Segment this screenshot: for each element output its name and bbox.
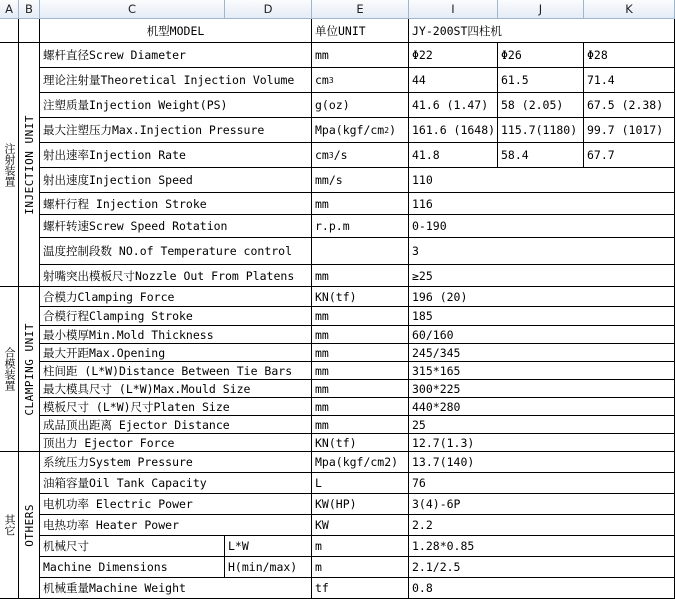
injection-row-value-j[interactable]: 61.5 xyxy=(498,68,584,93)
clamping-row-label[interactable]: 模板尺寸 (L*W)尺寸Platen Size xyxy=(40,398,312,416)
clamping-row-unit[interactable]: mm xyxy=(312,344,409,362)
clamping-row-value[interactable]: 300*225 xyxy=(409,380,675,398)
others-section-zh-label: 其它 xyxy=(0,452,19,599)
clamping-row-value[interactable]: 60/160 xyxy=(409,326,675,344)
clamping-row-unit[interactable]: mm xyxy=(312,416,409,434)
injection-row-label[interactable]: 螺杆直径Screw Diameter xyxy=(40,43,312,68)
injection-row-value-i[interactable]: 161.6 (1648) xyxy=(409,118,498,143)
injection-row-value-k[interactable]: 99.7 (1017) xyxy=(584,118,675,143)
others-row-label[interactable]: 系统压力System Pressure xyxy=(40,452,312,473)
others-row-unit[interactable]: Mpa(kgf/cm2) xyxy=(312,452,409,473)
corner-cell-b[interactable] xyxy=(19,19,40,43)
injection-row-unit[interactable]: g(oz) xyxy=(312,93,409,118)
clamping-row-label[interactable]: 最大模具尺寸 (L*W)Max.Mould Size xyxy=(40,380,312,398)
others-row-value[interactable]: 1.28*0.85 xyxy=(409,536,675,557)
injection-row-label[interactable]: 最大注塑压力Max.Injection Pressure xyxy=(40,118,312,143)
injection-row-value-i[interactable]: 41.8 xyxy=(409,143,498,168)
machine-name-cell[interactable]: JY-200ST四柱机 xyxy=(409,19,675,43)
injection-row-value-k[interactable]: 71.4 xyxy=(584,68,675,93)
injection-row-label[interactable]: 理论注射量Theoretical Injection Volume xyxy=(40,68,312,93)
clamping-row-value[interactable]: 25 xyxy=(409,416,675,434)
column-header-a[interactable]: A xyxy=(0,0,19,19)
others-row-value[interactable]: 76 xyxy=(409,473,675,494)
others-row-label[interactable]: 电机功率 Electric Power xyxy=(40,494,312,515)
injection-row-label[interactable]: 螺杆行程 Injection Stroke xyxy=(40,193,312,215)
column-header-e[interactable]: E xyxy=(312,0,409,19)
column-header-k[interactable]: K xyxy=(584,0,675,19)
injection-row-value-k[interactable]: 67.5 (2.38) xyxy=(584,93,675,118)
injection-row-unit[interactable]: mm/s xyxy=(312,168,409,193)
clamping-row-unit[interactable]: KN(tf) xyxy=(312,287,409,307)
injection-row-value[interactable]: 116 xyxy=(409,193,675,215)
others-row-sublabel[interactable]: H(min/max) xyxy=(225,557,312,578)
injection-row-unit[interactable]: mm xyxy=(312,43,409,68)
others-row-value[interactable]: 2.2 xyxy=(409,515,675,536)
others-row-value[interactable]: 2.1/2.5 xyxy=(409,557,675,578)
others-row-unit[interactable]: tf xyxy=(312,578,409,599)
clamping-section-zh-label: 合模装置 xyxy=(0,287,19,452)
injection-row-value-j[interactable]: 58.4 xyxy=(498,143,584,168)
column-header-c[interactable]: C xyxy=(40,0,225,19)
injection-row-label[interactable]: 注塑质量Injection Weight(PS) xyxy=(40,93,312,118)
clamping-row-unit[interactable]: KN(tf) xyxy=(312,434,409,452)
others-row-unit[interactable]: KW(HP) xyxy=(312,494,409,515)
clamping-row-label[interactable]: 最大开距Max.Opening xyxy=(40,344,312,362)
clamping-row-unit[interactable]: mm xyxy=(312,398,409,416)
clamping-row-value[interactable]: 315*165 xyxy=(409,362,675,380)
clamping-row-unit[interactable]: mm xyxy=(312,362,409,380)
others-row-label[interactable]: 电热功率 Heater Power xyxy=(40,515,312,536)
injection-row-value-j[interactable]: 115.7(1180) xyxy=(498,118,584,143)
others-row-unit[interactable]: m xyxy=(312,557,409,578)
injection-row-value-k[interactable]: Φ28 xyxy=(584,43,675,68)
others-row-value[interactable]: 3(4)-6P xyxy=(409,494,675,515)
injection-row-value-i[interactable]: Φ22 xyxy=(409,43,498,68)
corner-cell-a[interactable] xyxy=(0,19,19,43)
injection-row-label[interactable]: 螺杆转速Screw Speed Rotation xyxy=(40,215,312,238)
clamping-row-unit[interactable]: mm xyxy=(312,307,409,326)
column-header-b[interactable]: B xyxy=(19,0,40,19)
clamping-row-label[interactable]: 顶出力 Ejector Force xyxy=(40,434,312,452)
column-header-d[interactable]: D xyxy=(225,0,312,19)
clamping-row-label[interactable]: 最小模厚Min.Mold Thickness xyxy=(40,326,312,344)
others-row-label[interactable]: 机械尺寸 xyxy=(40,536,225,557)
clamping-section-en-label: CLAMPING UNIT xyxy=(19,287,40,452)
injection-row-unit[interactable]: cm 3 xyxy=(312,68,409,93)
others-row-unit[interactable]: m xyxy=(312,536,409,557)
others-row-sublabel[interactable]: L*W xyxy=(225,536,312,557)
others-row-value[interactable]: 0.8 xyxy=(409,578,675,599)
injection-row-value-j[interactable]: Φ26 xyxy=(498,43,584,68)
clamping-row-value[interactable]: 185 xyxy=(409,307,675,326)
injection-row-label[interactable]: 射嘴突出模板尺寸Nozzle Out From Platens xyxy=(40,265,312,287)
clamping-row-value[interactable]: 245/345 xyxy=(409,344,675,362)
clamping-row-label[interactable]: 合模力Clamping Force xyxy=(40,287,312,307)
injection-section-zh-label: 注射装置 xyxy=(0,43,19,287)
clamping-row-label[interactable]: 合模行程Clamping Stroke xyxy=(40,307,312,326)
column-header-i[interactable]: I xyxy=(409,0,498,19)
injection-row-value[interactable]: 110 xyxy=(409,168,675,193)
clamping-row-value[interactable]: 12.7(1.3) xyxy=(409,434,675,452)
injection-row-label[interactable]: 射出速度Injection Speed xyxy=(40,168,312,193)
others-row-value[interactable]: 13.7(140) xyxy=(409,452,675,473)
injection-row-unit[interactable]: Mpa(kgf/cm 2 ) xyxy=(312,118,409,143)
injection-row-value-i[interactable]: 44 xyxy=(409,68,498,93)
injection-row-value-k[interactable]: 67.7 xyxy=(584,143,675,168)
clamping-row-label[interactable]: 成品顶出距离 Ejector Distance xyxy=(40,416,312,434)
others-section-en-label: OTHERS xyxy=(19,452,40,599)
others-row-unit[interactable]: L xyxy=(312,473,409,494)
others-row-label[interactable]: 油箱容量Oil Tank Capacity xyxy=(40,473,312,494)
others-row-label[interactable]: 机械重量Machine Weight xyxy=(40,578,312,599)
clamping-row-unit[interactable]: mm xyxy=(312,326,409,344)
injection-row-value-j[interactable]: 58 (2.05) xyxy=(498,93,584,118)
others-row-unit[interactable]: KW xyxy=(312,515,409,536)
injection-row-label[interactable]: 温度控制段数 NO.of Temperature control xyxy=(40,238,312,265)
clamping-row-unit[interactable]: mm xyxy=(312,380,409,398)
injection-row-value[interactable]: 3 xyxy=(409,238,675,265)
injection-row-value[interactable]: ≥25 xyxy=(409,265,675,287)
injection-row-unit[interactable]: mm xyxy=(312,193,409,215)
clamping-row-value[interactable]: 196 (20) xyxy=(409,287,675,307)
others-row-label[interactable]: Machine Dimensions xyxy=(40,557,225,578)
injection-row-unit[interactable]: r.p.m xyxy=(312,215,409,238)
injection-section-en-label: INJECTION UNIT xyxy=(19,43,40,287)
injection-row-value-i[interactable]: 41.6 (1.47) xyxy=(409,93,498,118)
injection-row-value[interactable]: 0-190 xyxy=(409,215,675,238)
injection-row-unit[interactable]: cm 3 /s xyxy=(312,143,409,168)
clamping-row-label[interactable]: 柱间距 (L*W)Distance Between Tie Bars xyxy=(40,362,312,380)
clamping-row-value[interactable]: 440*280 xyxy=(409,398,675,416)
injection-row-label[interactable]: 射出速率Injection Rate xyxy=(40,143,312,168)
column-header-bar xyxy=(0,0,675,19)
unit-label-cell[interactable]: 单位UNIT xyxy=(312,19,409,43)
injection-row-unit[interactable] xyxy=(312,238,409,265)
injection-row-unit[interactable]: mm xyxy=(312,265,409,287)
column-header-j[interactable]: J xyxy=(498,0,584,19)
model-label-cell[interactable]: 机型MODEL xyxy=(40,19,312,43)
